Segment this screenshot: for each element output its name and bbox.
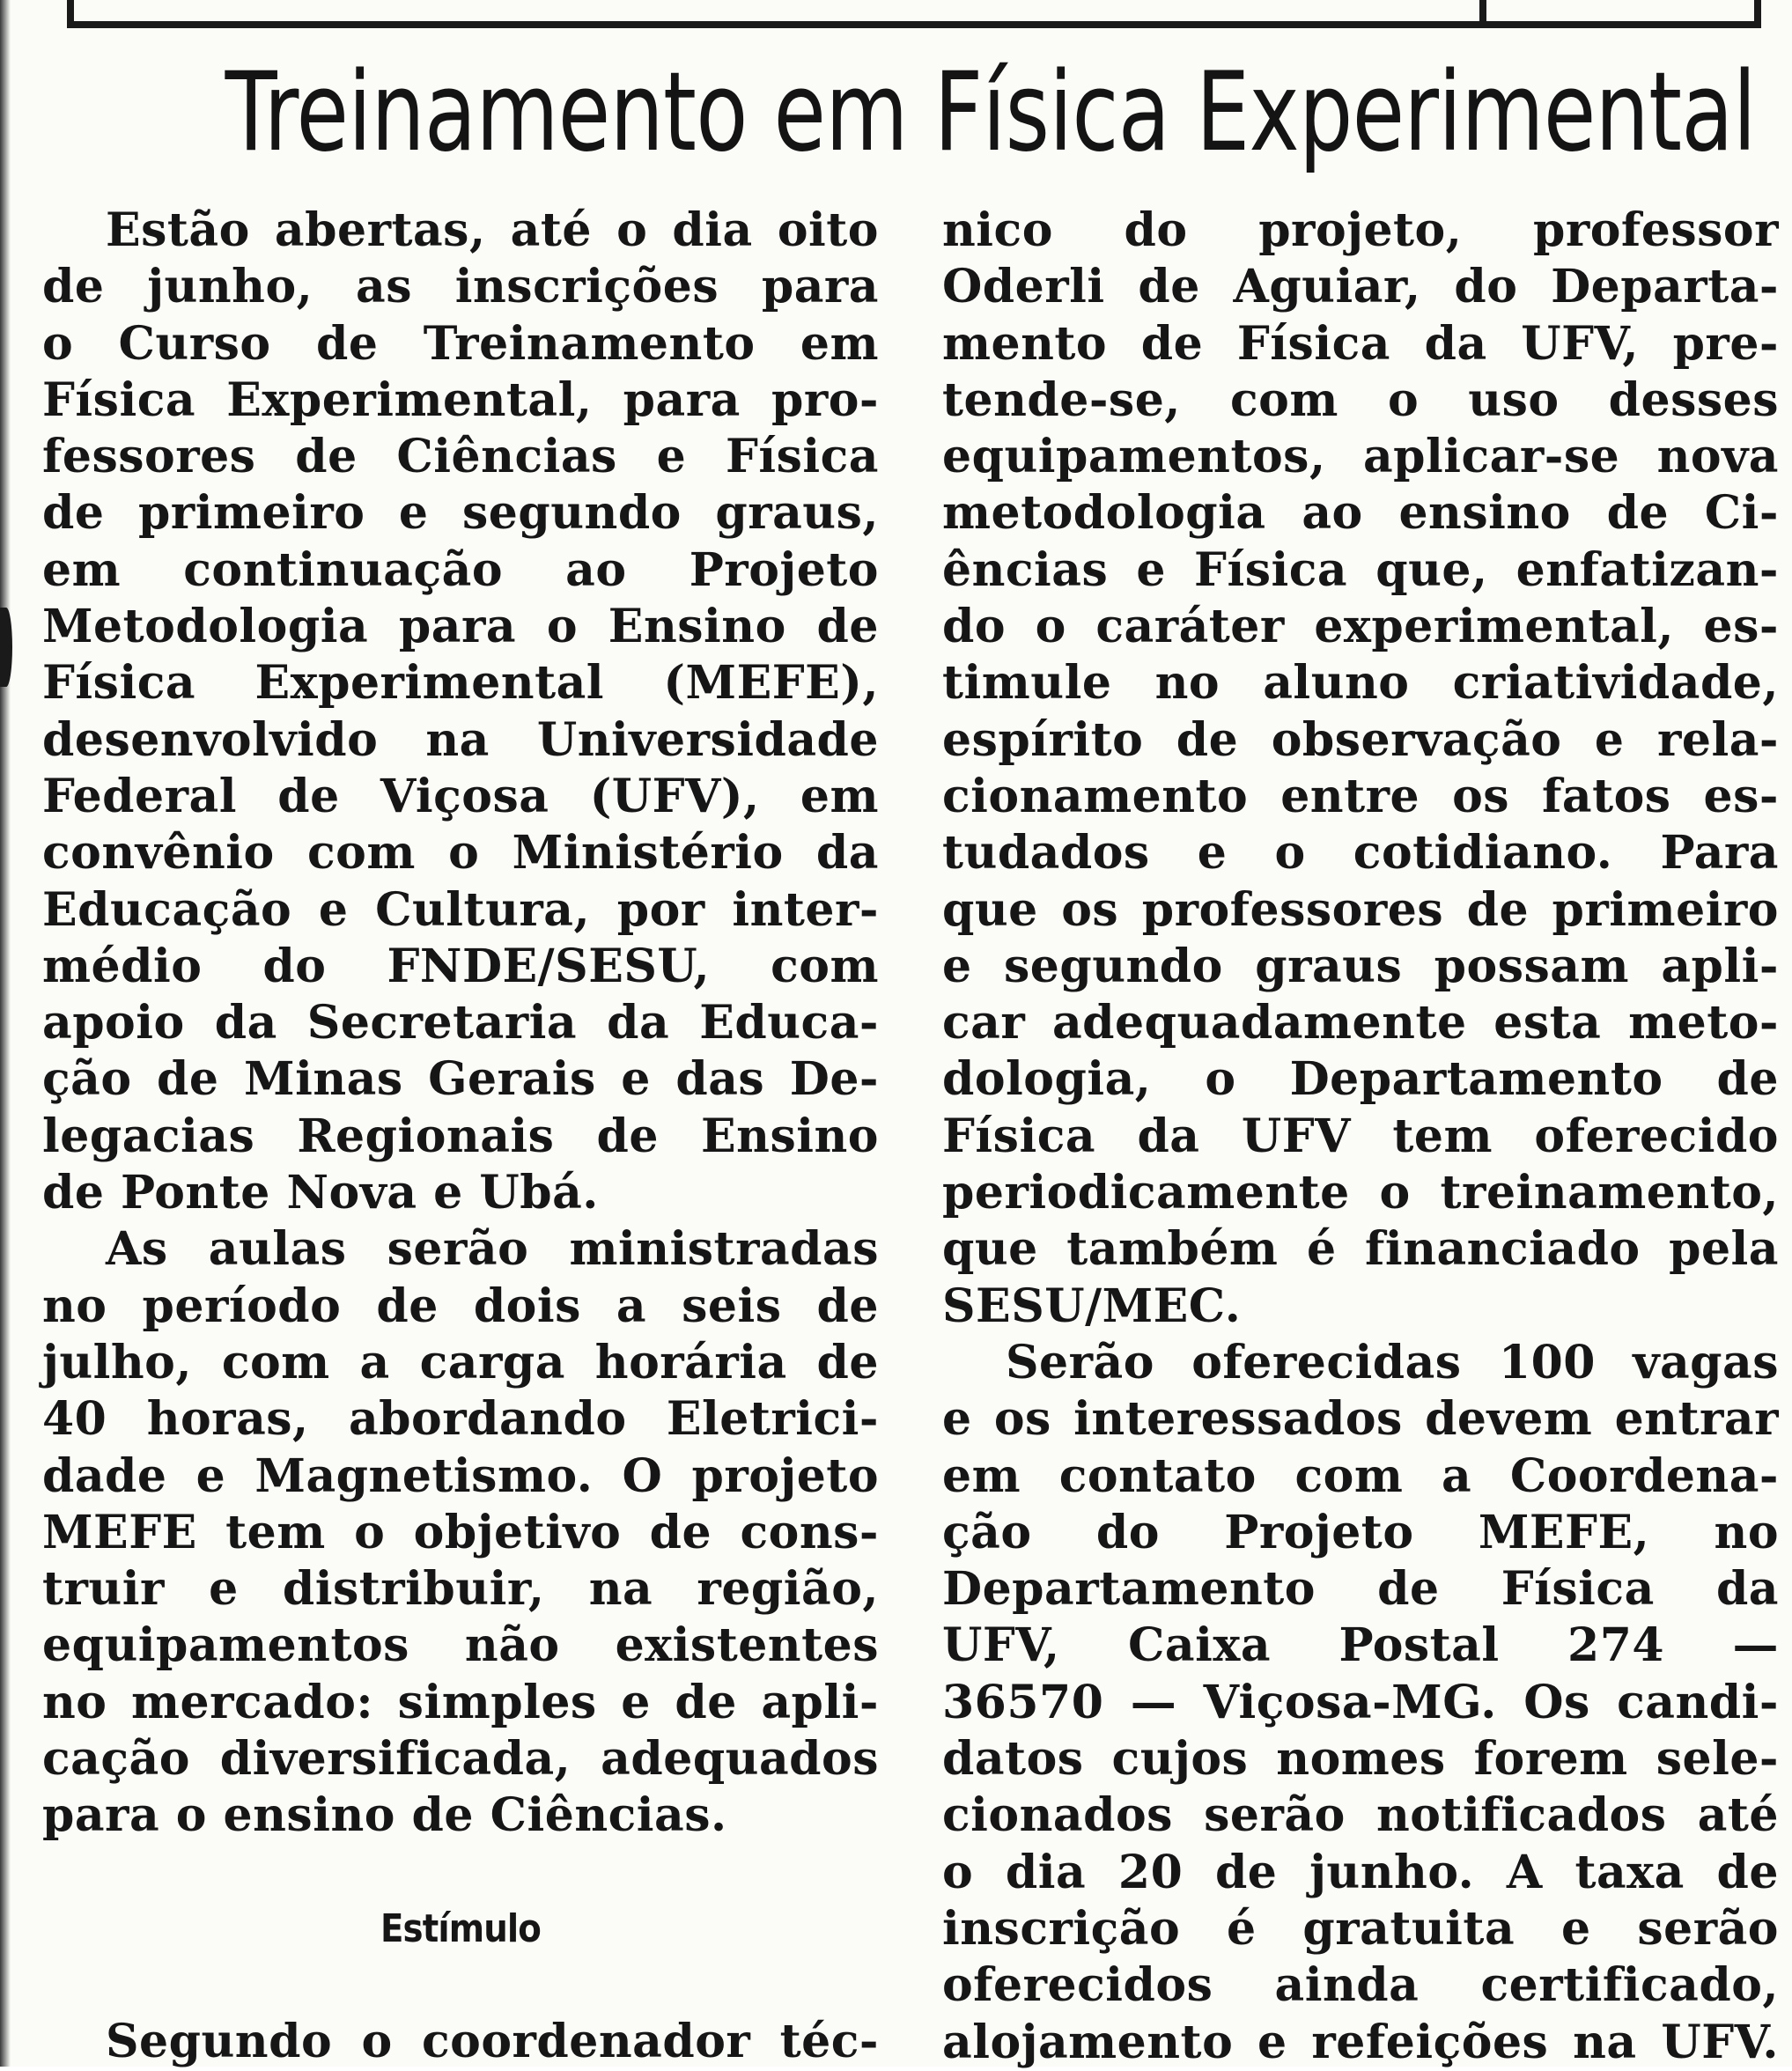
text-line: cação diversificada, adequados xyxy=(42,1732,879,1787)
text-line: no período de dois a seis de xyxy=(42,1279,879,1333)
text-line: car adequadamente esta meto- xyxy=(942,996,1779,1050)
text-line: ção do Projeto MEFE, no xyxy=(942,1505,1779,1559)
text-line: Educação e Cultura, por inter- xyxy=(42,882,879,937)
text-line: inscrição é gratuita e serão xyxy=(942,1901,1779,1956)
text-line: equipamentos, aplicar-se nova xyxy=(942,430,1779,484)
text-line: Física da UFV tem oferecido xyxy=(942,1109,1779,1163)
text-line: ências e Física que, enfatizan- xyxy=(942,542,1779,597)
text-line: oferecidos ainda certificado, xyxy=(942,1958,1779,2013)
text-line: Estão abertas, até o dia oito xyxy=(106,203,879,257)
text-line: Segundo o coordenador téc- xyxy=(106,2014,879,2068)
text-line: MEFE tem o objetivo de cons- xyxy=(42,1505,879,1559)
text-line: equipamentos não existentes xyxy=(42,1618,879,1673)
text-line: As aulas serão ministradas xyxy=(106,1222,879,1277)
page-edge-notch xyxy=(0,608,12,687)
text-line: 36570 — Viçosa-MG. Os candi- xyxy=(942,1675,1779,1729)
paragraph-4 xyxy=(942,1335,1779,2071)
text-line: Serão oferecidas 100 vagas xyxy=(1006,1335,1779,1389)
paragraph-3-continued xyxy=(942,203,1779,1335)
text-line: Física Experimental (MEFE), xyxy=(42,656,879,711)
text-line: fessores de Ciências e Física xyxy=(42,430,879,484)
text-line: em continuação ao Projeto xyxy=(42,542,879,597)
text-line: 40 horas, abordando Eletrici- xyxy=(42,1392,879,1447)
text-line: UFV, Caixa Postal 274 — xyxy=(942,1618,1779,1673)
text-line: para o ensino de Ciências. xyxy=(42,1788,727,1843)
text-line: alojamento e refeições na UFV. xyxy=(942,2015,1779,2069)
text-line: cionados serão notificados até xyxy=(942,1788,1779,1843)
text-line: de Ponte Nova e Ubá. xyxy=(42,1166,599,1220)
text-line: apoio da Secretaria da Educa- xyxy=(42,996,879,1050)
text-line: o dia 20 de junho. A taxa de xyxy=(942,1845,1779,1899)
text-line: cionamento entre os fatos es- xyxy=(942,769,1779,823)
text-line: SESU/MEC. xyxy=(942,1279,1242,1333)
left-column xyxy=(42,203,879,2070)
text-line: convênio com o Ministério da xyxy=(42,826,879,881)
text-line: dologia, o Departamento de xyxy=(942,1052,1779,1107)
text-line: que os professores de primeiro xyxy=(942,882,1779,937)
text-line: o Curso de Treinamento em xyxy=(42,316,879,371)
text-line: em contato com a Coordena- xyxy=(942,1448,1779,1503)
text-line: truir e distribuir, na região, xyxy=(42,1562,879,1617)
article-headline: Treinamento em Física Experimental xyxy=(225,49,1756,176)
top-border-divider xyxy=(1479,0,1486,26)
text-line: e os interessados devem entrar xyxy=(942,1392,1779,1447)
text-line: metodologia ao ensino de Ci- xyxy=(942,486,1779,541)
text-line: médio do FNDE/SESU, com xyxy=(42,939,879,993)
text-line: Física Experimental, para pro- xyxy=(42,372,879,427)
text-line: Departamento de Física da xyxy=(942,1562,1779,1617)
text-line: de junho, as inscrições para xyxy=(42,260,879,314)
text-line: tende-se, com o uso desses xyxy=(942,372,1779,427)
text-line: do o caráter experimental, es- xyxy=(942,600,1779,654)
text-line: Metodologia para o Ensino de xyxy=(42,600,879,654)
text-line: julho, com a carga horária de xyxy=(42,1335,879,1389)
text-line: Federal de Viçosa (UFV), em xyxy=(42,769,879,823)
text-line: mento de Física da UFV, pre- xyxy=(942,316,1779,371)
text-line: datos cujos nomes forem sele- xyxy=(942,1732,1779,1787)
page-edge-shadow xyxy=(0,0,11,2067)
text-line: periodicamente o treinamento, xyxy=(942,1166,1779,1220)
right-column xyxy=(942,203,1779,2071)
text-line: de primeiro e segundo graus, xyxy=(42,486,879,541)
spacer xyxy=(42,1845,879,1901)
text-line: dade e Magnetismo. O projeto xyxy=(42,1448,879,1503)
text-line: timule no aluno criatividade, xyxy=(942,656,1779,711)
text-line: desenvolvido na Universidade xyxy=(42,712,879,767)
text-line: nico do projeto, professor xyxy=(942,203,1779,257)
text-line: tudados e o cotidiano. Para xyxy=(942,826,1779,881)
spacer xyxy=(42,1957,879,2014)
section-subheading: Estímulo xyxy=(380,1905,542,1951)
text-line: ção de Minas Gerais e das De- xyxy=(42,1052,879,1107)
paragraph-1 xyxy=(42,203,879,1221)
paragraph-2 xyxy=(42,1221,879,1844)
top-border-rule xyxy=(67,0,1761,28)
text-line: legacias Regionais de Ensino xyxy=(42,1109,879,1163)
text-line: no mercado: simples e de apli- xyxy=(42,1675,879,1729)
text-line: que também é financiado pela xyxy=(942,1222,1779,1277)
paragraph-3 xyxy=(42,2014,879,2070)
text-line: Oderli de Aguiar, do Departa- xyxy=(942,260,1779,314)
text-line: espírito de observação e rela- xyxy=(942,712,1779,767)
text-line: e segundo graus possam apli- xyxy=(942,939,1779,993)
